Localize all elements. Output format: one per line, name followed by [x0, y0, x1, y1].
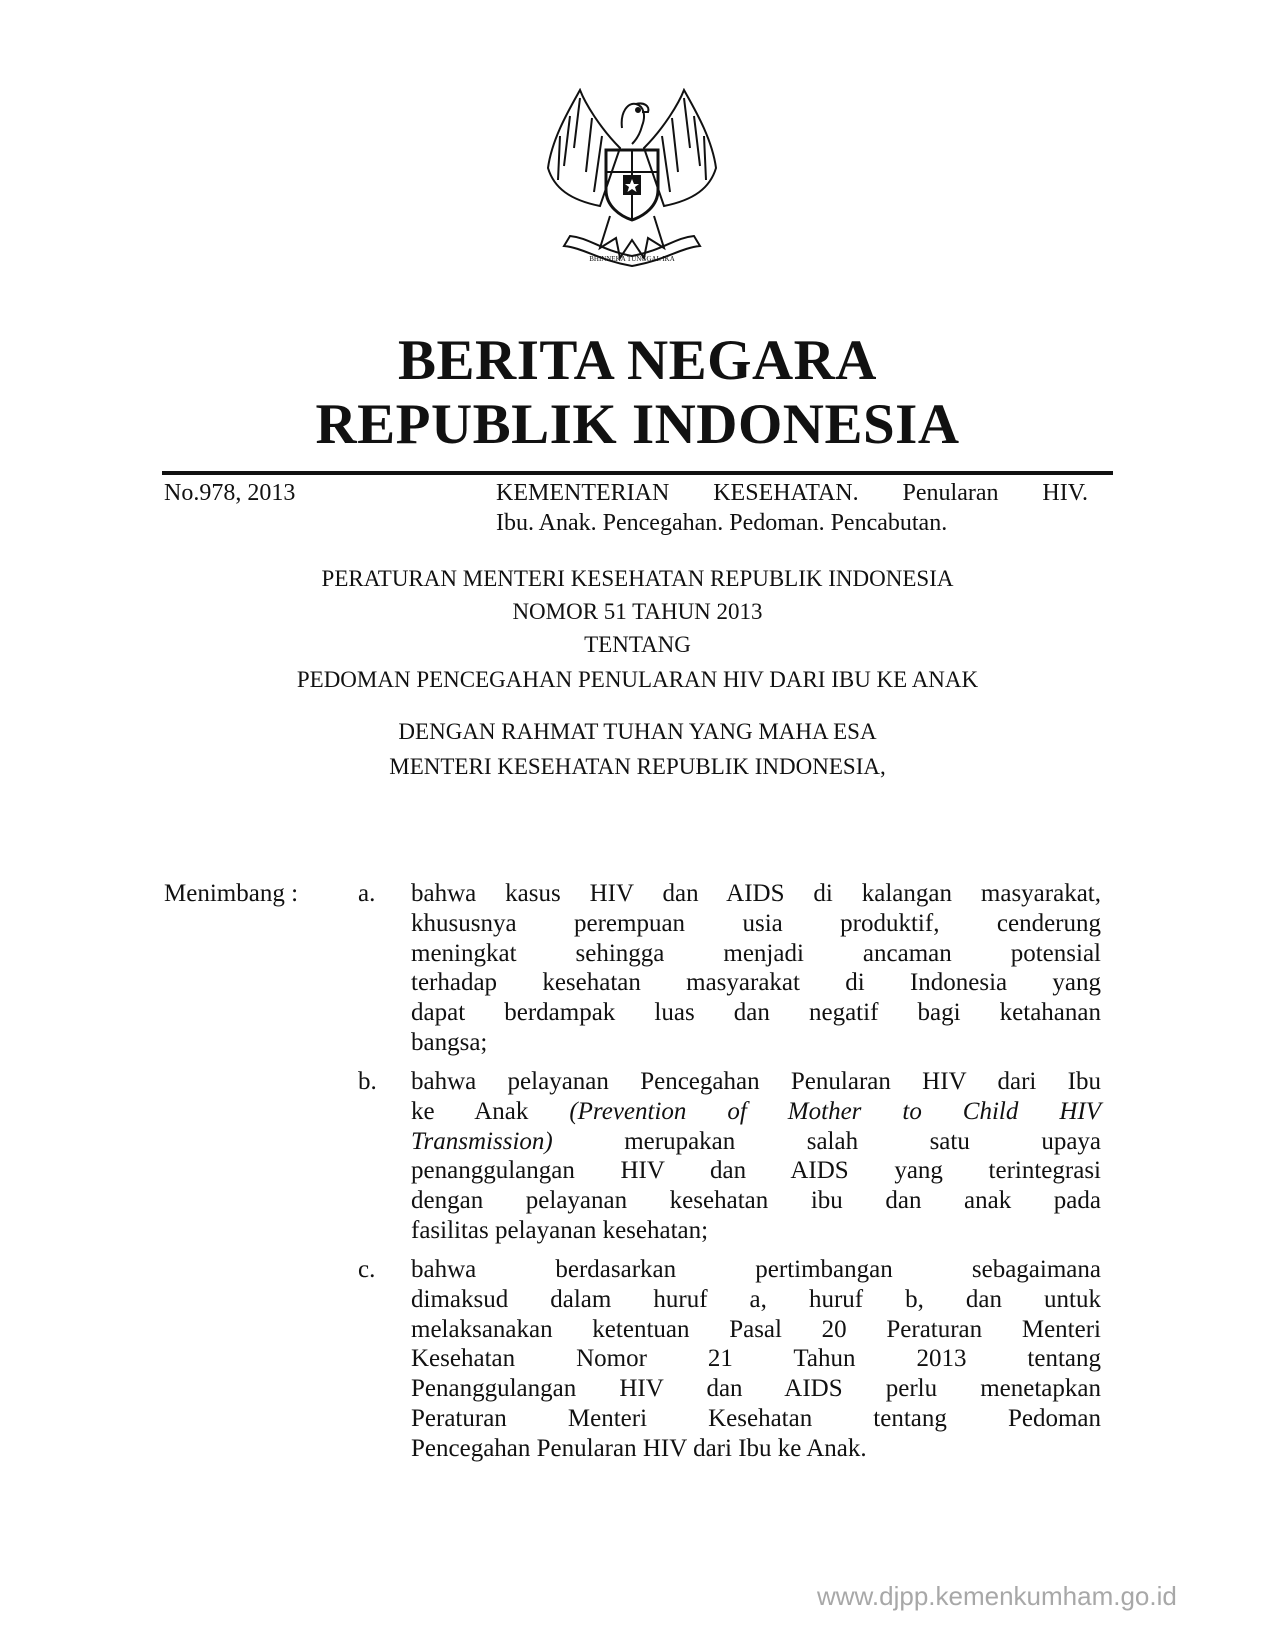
- paragraph-line: [411, 1097, 1101, 1127]
- regulation-about: TENTANG: [584, 632, 691, 657]
- paragraph-line: Peraturan Menteri Kesehatan tentang Pedoman: [411, 1404, 1101, 1432]
- paragraph-line: bangsa;: [411, 1028, 488, 1056]
- subject-line: KEMENTERIAN KESEHATAN. Penularan HIV.: [496, 480, 1088, 506]
- paragraph-line: fasilitas pelayanan kesehatan;: [411, 1216, 709, 1244]
- item-letter: a.: [358, 880, 376, 907]
- considering-label: Menimbang :: [164, 880, 299, 907]
- subject-line: Ibu. Anak. Pencegahan. Pedoman. Pencabutan.: [496, 510, 948, 536]
- paragraph-line: bahwa berdasarkan pertimbangan sebagaimana: [411, 1256, 1101, 1283]
- paragraph-line: Penanggulangan HIV dan AIDS perlu menetapkan: [411, 1375, 1101, 1403]
- item-letter: c.: [358, 1256, 376, 1283]
- paragraph-line: meningkat sehingga menjadi ancaman potensial: [411, 939, 1101, 967]
- considering-item-a: [411, 879, 1101, 1058]
- preamble-grace: DENGAN RAHMAT TUHAN YANG MAHA ESA: [398, 719, 877, 744]
- item-letter: b.: [358, 1068, 377, 1095]
- regulation-title: PERATURAN MENTERI KESEHATAN REPUBLIK INDONESIA: [321, 566, 954, 591]
- gazette-title: BERITA NEGARA: [398, 329, 877, 392]
- paragraph-line: terhadap kesehatan masyarakat di Indonesia yang: [411, 969, 1101, 997]
- gazette-country: REPUBLIK INDONESIA: [315, 393, 960, 456]
- italic-term: Transmission): [411, 1127, 553, 1155]
- paragraph-line: penanggulangan HIV dan AIDS yang terintegrasi: [411, 1157, 1101, 1185]
- source-watermark: www.djpp.kemenkumham.go.id: [817, 1581, 1177, 1611]
- paragraph-line: Kesehatan Nomor 21 Tahun 2013 tentang: [411, 1345, 1101, 1373]
- paragraph-line: dimaksud dalam huruf a, huruf b, dan untuk: [411, 1285, 1101, 1313]
- paragraph-line: khususnya perempuan usia produktif, cenderung: [411, 909, 1101, 937]
- paragraph-line: dapat berdampak luas dan negatif bagi ketahanan: [411, 999, 1101, 1027]
- garuda-emblem: [540, 88, 724, 278]
- considering-item-b: [411, 1067, 1101, 1246]
- text-run: ke Anak: [411, 1097, 529, 1125]
- italic-term: (Prevention of Mother to Child HIV: [569, 1097, 1101, 1125]
- paragraph-line: [411, 1127, 1101, 1157]
- paragraph-line: Pencegahan Penularan HIV dari Ibu ke Anak.: [411, 1434, 867, 1462]
- preamble-minister: MENTERI KESEHATAN REPUBLIK INDONESIA,: [389, 754, 886, 779]
- gazette-subject: [496, 478, 1088, 538]
- paragraph-line: dengan pelayanan kesehatan ibu dan anak pada: [411, 1187, 1101, 1215]
- gazette-number: No.978, 2013: [164, 480, 296, 506]
- paragraph-line: bahwa pelayanan Pencegahan Penularan HIV dari Ibu: [411, 1068, 1101, 1095]
- paragraph-line: bahwa kasus HIV dan AIDS di kalangan masyarakat,: [411, 880, 1101, 907]
- paragraph-line: melaksanakan ketentuan Pasal 20 Peraturan Menteri: [411, 1315, 1101, 1343]
- text-run: merupakan salah satu upaya: [624, 1127, 1102, 1155]
- considering-item-c: [411, 1255, 1101, 1464]
- regulation-subject: PEDOMAN PENCEGAHAN PENULARAN HIV DARI IBU KE ANAK: [296, 667, 979, 692]
- header-divider: [162, 471, 1113, 475]
- emblem-motto: BHINNEKA TUNGGAL IKA: [589, 255, 675, 263]
- regulation-number: NOMOR 51 TAHUN 2013: [512, 599, 763, 624]
